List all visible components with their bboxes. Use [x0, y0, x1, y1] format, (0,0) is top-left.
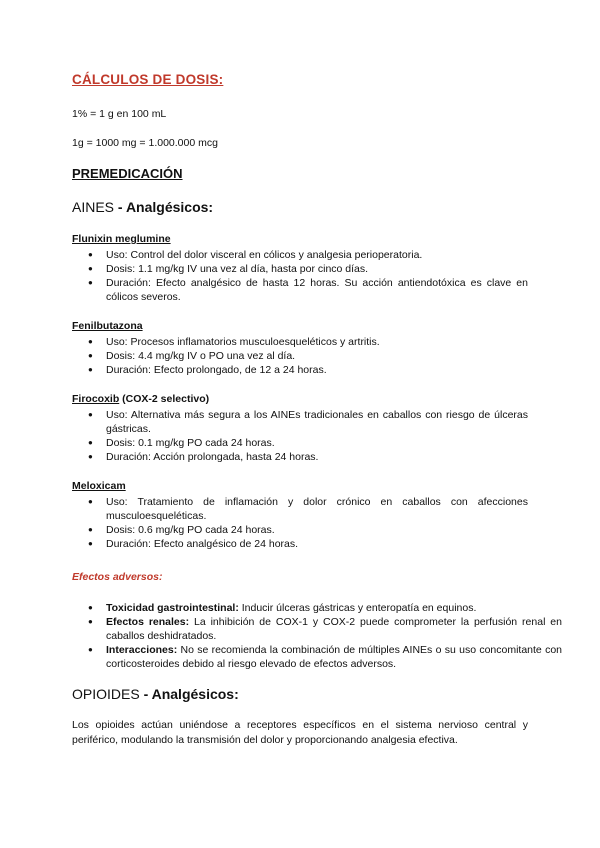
drug-details: [72, 408, 528, 464]
opioides-paragraph: Los opioides actúan uniéndose a receptores específicos en el sistema nervioso central y periférico, modulando la transmisión del dolor y proporcionando analgesia efectiva.: [72, 719, 528, 746]
list-item: ● Duración: Acción prolongada, hasta 24 horas.: [106, 450, 528, 464]
list-item: ● Dosis: 1.1 mg/kg IV una vez al día, hasta por cinco días.: [106, 262, 528, 276]
conversion-percent: 1% = 1 g en 100 mL: [72, 108, 167, 120]
list-item: [106, 643, 562, 671]
list-item: ● Uso: Alternativa más segura a los AINEs tradicionales en caballos con riesgo de úlceras gástricas.: [106, 408, 528, 436]
opioides-heading-sub: - Analgésicos:: [139, 686, 239, 702]
effect-text: No se recomienda la combinación de múltiples AINEs o su uso concomitante con corticosteroides debido al riesgo elevado de efectos adversos.: [106, 644, 562, 670]
list-item: ● Duración: Efecto prolongado, de 12 a 24 horas.: [106, 363, 528, 377]
conversion-units: 1g = 1000 mg = 1.000.000 mcg: [72, 137, 218, 149]
list-item: ● Uso: Tratamiento de inflamación y dolor crónico en caballos con afecciones musculoesqueléticas.: [106, 495, 528, 523]
effect-text: La inhibición de COX-1 y COX-2 puede comprometer la perfusión renal en caballos deshidratados.: [106, 616, 562, 642]
drug-name: Firocoxib: [72, 393, 120, 405]
effect-label: Efectos renales:: [106, 616, 190, 628]
premed-title: PREMEDICACIÓN: [72, 166, 183, 181]
drug-details: [72, 495, 528, 551]
list-item: [106, 601, 562, 615]
drug-name: Fenilbutazona: [72, 320, 143, 332]
drug-flunixin: [72, 233, 528, 304]
drug-subtitle: (COX-2 selectivo): [119, 393, 210, 405]
effects-list: [72, 601, 562, 671]
aines-heading: [72, 199, 213, 215]
calc-title: CÁLCULOS DE DOSIS:: [72, 72, 224, 87]
drug-name: Flunixin meglumine: [72, 233, 171, 245]
effect-text: Inducir úlceras gástricas y enteropatía en equinos.: [238, 602, 477, 614]
aines-heading-main: AINES: [72, 199, 115, 215]
opioides-heading-main: OPIOIDES: [72, 686, 140, 702]
effect-label: Interacciones:: [106, 644, 178, 656]
list-item: ● Dosis: 0.6 mg/kg PO cada 24 horas.: [106, 523, 528, 537]
drug-details: [72, 248, 528, 304]
drug-meloxicam: [72, 480, 528, 551]
list-item: ● Uso: Procesos inflamatorios musculoesqueléticos y artritis.: [106, 335, 528, 349]
list-item: ● Duración: Efecto analgésico de hasta 12 horas. Su acción antiendotóxica es clave en cólicos severos.: [106, 276, 528, 304]
list-item: ● Dosis: 4.4 mg/kg IV o PO una vez al día.: [106, 349, 528, 363]
list-item: ● Dosis: 0.1 mg/kg PO cada 24 horas.: [106, 436, 528, 450]
effects-title: Efectos adversos:: [72, 571, 163, 583]
drug-name: Meloxicam: [72, 480, 126, 492]
opioides-heading: [72, 686, 239, 702]
list-item: ● Uso: Control del dolor visceral en cólicos y analgesia perioperatoria.: [106, 248, 528, 262]
drug-fenilbutazona: [72, 320, 528, 377]
effect-label: Toxicidad gastrointestinal:: [106, 602, 239, 614]
list-item: ● Duración: Efecto analgésico de 24 horas.: [106, 537, 528, 551]
aines-heading-sub: - Analgésicos:: [114, 199, 214, 215]
list-item: [106, 615, 562, 643]
drug-firocoxib: [72, 393, 528, 464]
drug-details: [72, 335, 528, 377]
